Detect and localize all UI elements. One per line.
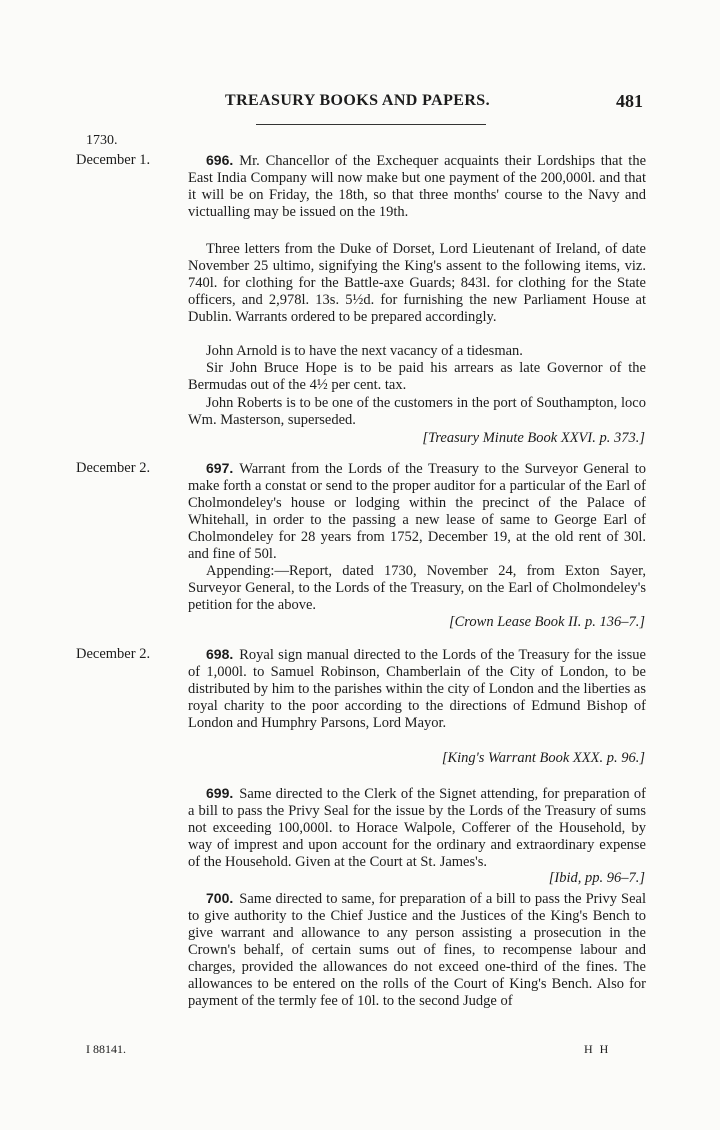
footer-signature-mark: I 88141. — [86, 1042, 126, 1056]
year-heading: 1730. — [86, 133, 118, 148]
entry-text: Same directed to the Clerk of the Signet attending, for preparation of a bill to pass the Privy Seal for the issue by the Lords of the Treasury of sums not exceeding 100,000l. to Horace Walpole, Cofferer of the Household, by way of imprest and upon account for the ordinary and extraordinary expense of the Household. Given at the Court at St. James's. — [188, 786, 646, 870]
entry-number: 697. — [206, 460, 234, 476]
source-reference: [King's Warrant Book XXX. p. 96.] — [441, 750, 645, 766]
entry-number: 699. — [206, 785, 234, 801]
entry-paragraph: John Roberts is to be one of the customers in the port of Southampton, loco Wm. Masterson, superseded. — [188, 395, 646, 428]
entry-paragraph — [188, 646, 646, 732]
entry-number: 700. — [206, 890, 234, 906]
entry-paragraph: Three letters from the Duke of Dorset, Lord Lieutenant of Ireland, of date November 25 ultimo, signifying the King's assent to the following items, viz. 740l. for clothing for the Battle-axe Guards; 843l. for clothing for the State officers, and 2,978l. 13s. 5½d. for furnishing the new Parliament House at Dublin. Warrants ordered to be prepared accordingly. — [188, 241, 646, 325]
source-reference: [Crown Lease Book II. p. 136–7.] — [448, 614, 645, 630]
source-reference: [Treasury Minute Book XXVI. p. 373.] — [422, 430, 645, 446]
page-number: 481 — [616, 91, 643, 111]
header-rule — [256, 124, 486, 125]
entry-number: 698. — [206, 646, 234, 662]
page-header-title: TREASURY BOOKS AND PAPERS. — [225, 92, 490, 109]
entry-text: Warrant from the Lords of the Treasury to the Surveyor General to make forth a constat or send to the proper auditor for a particular of the Earl of Cholmondeley's house or lodging within the precinct of the Palace of Whitehall, in order to the passing a new lease of same to George Earl of Cholmondeley for 28 years from 1752, December 19, at the old rent of 30l. and fine of 50l. — [188, 461, 646, 562]
entry-paragraph — [188, 785, 646, 871]
entry-paragraph — [188, 152, 646, 221]
entry-paragraph: John Arnold is to have the next vacancy of a tidesman. — [206, 343, 523, 359]
source-reference: [Ibid, pp. 96–7.] — [548, 870, 645, 886]
entry-text: Royal sign manual directed to the Lords of the Treasury for the issue of 1,000l. to Samuel Robinson, Chamberlain of the City of London, to be distributed by him to the parishes within the city of London and the liberties as royal charity to the poor according to the directions of Edmund Bishop of London and Humphry Parsons, Lord Mayor. — [188, 647, 646, 731]
entry-paragraph: Sir John Bruce Hope is to be paid his arrears as late Governor of the Bermudas out of the 4½ per cent. tax. — [188, 360, 646, 393]
entry-date: December 2. — [76, 646, 151, 662]
entry-date: December 1. — [76, 152, 151, 168]
entry-number: 696. — [206, 152, 234, 168]
entry-paragraph — [188, 460, 646, 563]
entry-paragraph: Appending:—Report, dated 1730, November 24, from Exton Sayer, Surveyor General, to the Lords of the Treasury, on the Earl of Cholmondeley's petition for the above. — [188, 563, 646, 613]
entry-date: December 2. — [76, 460, 151, 476]
entry-paragraph — [188, 890, 646, 1010]
entry-text: Mr. Chancellor of the Exchequer acquaints their Lordships that the East India Company will now make but one payment of the 200,000l. and that it will be on Friday, the 18th, so that three months' course to the Navy and victualling may be issued on the 19th. — [188, 153, 646, 220]
entry-text: Same directed to same, for preparation of a bill to pass the Privy Seal to give authority to the Chief Justice and the Justices of the King's Bench to give warrant and allowance to any person assisting a prosecution in the Crown's behalf, of certain sums out of fines, to recompense labour and charges, provided the allowances do not exceed one-third of the fines. The allowances to be entered on the rolls of the Court of King's Bench. Also for payment of the termly fee of 10l. to the second Judge of — [188, 891, 646, 1009]
footer-gathering-mark: H H — [584, 1042, 611, 1056]
